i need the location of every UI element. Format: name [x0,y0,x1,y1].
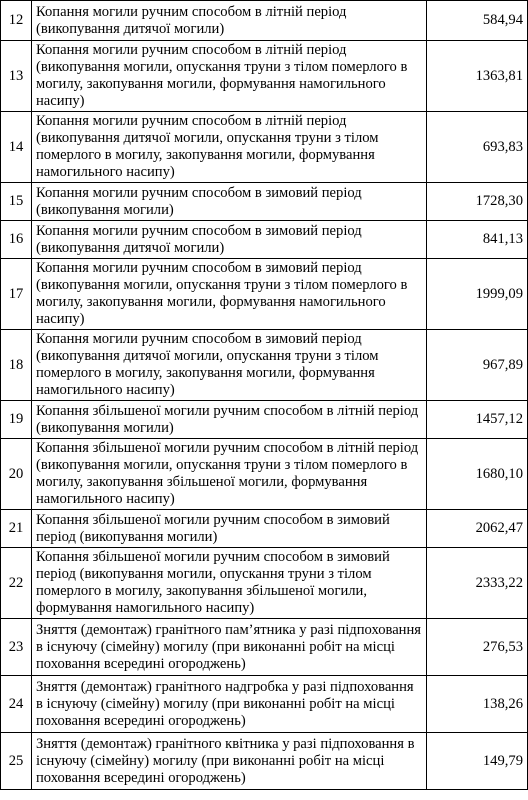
row-number: 14 [1,112,32,183]
table-row [1,1,528,41]
service-description [32,510,427,548]
table-row [1,439,528,510]
service-description [32,733,427,790]
service-description-text: Зняття (демонтаж) гранітного пам’ятника у разі підпоховання в існуючу (сімейну) могилу (при виконанні робіт на місці поховання всередині огороджень) [36,621,422,672]
service-description-text: Копання збільшеної могили ручним способом в зимовий період (викопування могили, опускання труни з тілом померлого в могилу, закопування збільшеної могили, формування намогильного насипу) [36,549,390,616]
service-description-text: Копання збільшеної могили ручним способом в зимовий період (викопування могили) [36,511,390,545]
service-price: 2333,22 [427,548,528,619]
table-row [1,401,528,439]
row-number: 20 [1,439,32,510]
service-description [32,112,427,183]
service-description [32,221,427,259]
service-description-text: Копання могили ручним способом в зимовий період (викопування дитячої могили, опускання труни з тілом померлого в могилу, закопування могили, формування намогильного насипу) [36,331,379,398]
service-price: 693,83 [427,112,528,183]
row-number: 18 [1,330,32,401]
service-description-text: Копання збільшеної могили ручним способом в літній період (викопування могили, опускання труни з тілом померлого в могилу, закопування збільшеної могили, формування намогильного насипу) [36,440,419,507]
service-description [32,619,427,676]
service-description [32,1,427,41]
service-price: 276,53 [427,619,528,676]
row-number: 25 [1,733,32,790]
row-number: 12 [1,1,32,41]
row-number: 22 [1,548,32,619]
table-row [1,112,528,183]
service-price: 2062,47 [427,510,528,548]
service-description-text: Копання могили ручним способом в літній період (викопування дитячої могили) [36,3,347,37]
row-number: 19 [1,401,32,439]
row-number: 21 [1,510,32,548]
service-price: 1680,10 [427,439,528,510]
service-description [32,41,427,112]
service-description-text: Копання могили ручним способом в зимовий період (викопування дитячої могили) [36,222,362,256]
price-table-body [1,1,528,790]
service-price: 967,89 [427,330,528,401]
service-description-text: Копання могили ручним способом в літній період (викопування могили, опускання труни з тілом померлого в могилу, закопування могили, формування намогильного насипу) [36,42,408,109]
service-description-text: Копання могили ручним способом в зимовий період (викопування могили) [36,184,362,218]
table-row [1,330,528,401]
service-description [32,439,427,510]
row-number: 16 [1,221,32,259]
service-description [32,676,427,733]
table-row [1,676,528,733]
table-row [1,183,528,221]
service-price: 1363,81 [427,41,528,112]
row-number: 15 [1,183,32,221]
service-price: 1457,12 [427,401,528,439]
service-description [32,330,427,401]
service-description-text: Копання могили ручним способом в літній період (викопування дитячої могили, опускання труни з тілом померлого в могилу, закопування могили, формування намогильного насипу) [36,113,379,180]
service-description [32,401,427,439]
service-price: 138,26 [427,676,528,733]
row-number: 17 [1,259,32,330]
service-description [32,183,427,221]
table-row [1,41,528,112]
table-row [1,259,528,330]
service-description-text: Копання могили ручним способом в зимовий період (викопування могили, опускання труни з тілом померлого в могилу, закопування могили, формування намогильного насипу) [36,260,408,327]
service-price: 149,79 [427,733,528,790]
service-description-text: Зняття (демонтаж) гранітного квітника у разі підпоховання в існуючу (сімейну) могилу (при виконанні робіт на місці поховання всередині огороджень) [36,735,415,786]
table-row [1,619,528,676]
table-row [1,221,528,259]
service-description [32,548,427,619]
table-row [1,548,528,619]
row-number: 23 [1,619,32,676]
row-number: 13 [1,41,32,112]
table-row [1,733,528,790]
service-price: 841,13 [427,221,528,259]
service-description-text: Зняття (демонтаж) гранітного надгробка у разі підпоховання в існуючу (сімейну) могилу (при виконанні робіт на місці поховання всередині огороджень) [36,678,414,729]
service-price: 584,94 [427,1,528,41]
service-price: 1999,09 [427,259,528,330]
table-row [1,510,528,548]
service-price: 1728,30 [427,183,528,221]
service-description [32,259,427,330]
row-number: 24 [1,676,32,733]
service-description-text: Копання збільшеної могили ручним способом в літній період (викопування могили) [36,402,419,436]
